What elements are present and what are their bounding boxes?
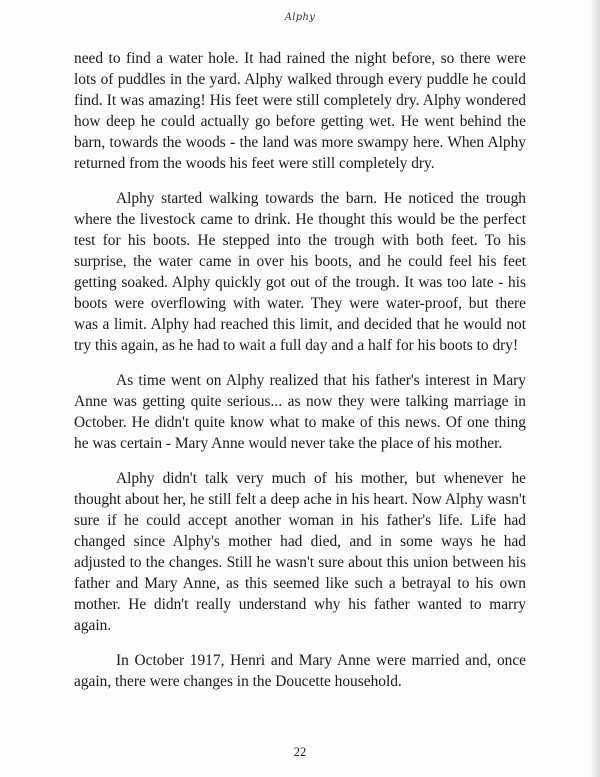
page-edge-shadow [590, 0, 600, 777]
paragraph-1: need to find a water hole. It had rained the night before, so there were lots of puddles in the yard. Alphy walked through every puddle he could find. It was amazing! His feet were still completely dry. Alphy wondered how deep he could actually go before getting wet. He went behind the barn, towards the woods - the land was more swampy here. When Alphy returned from the woods his feet were still completely dry. [74, 50, 526, 172]
paragraph-4: Alphy didn't talk very much of his mother, but whenever he thought about her, he still felt a deep ache in his heart. Now Alphy wasn't sure if he could accept another woman in his father's life. Life had changed since Alphy's mother had died, and in some ways he had adjusted to the changes. Still he wasn't sure about this union between his father and Mary Anne, as this seemed like such a betrayal to his own mother. He didn't really understand why his father wanted to marry again. [74, 470, 526, 634]
paragraph-3: As time went on Alphy realized that his father's interest in Mary Anne was getting quite serious... as now they were talking marriage in October. He didn't quite know what to make of this news. Of one thing he was certain - Mary Anne would never take the place of his mother. [74, 372, 526, 452]
page-body [74, 48, 526, 706]
page-number: 22 [293, 745, 307, 759]
paragraph-5: In October 1917, Henri and Mary Anne were married and, once again, there were changes in the Doucette household. [74, 652, 526, 690]
paragraph-2: Alphy started walking towards the barn. He noticed the trough where the livestock came to drink. He thought this would be the perfect test for his boots. He stepped into the trough with both feet. To his surprise, the water came in over his boots, and he could feel his feet getting soaked. Alphy quickly got out of the trough. It was too late - his boots were overflowing with water. They were water-proof, but there was a limit. Alphy had reached this limit, and decided that he would not try this again, as he had to wait a full day and a half for his boots to dry! [74, 190, 526, 354]
running-header: Alphy [284, 12, 316, 23]
